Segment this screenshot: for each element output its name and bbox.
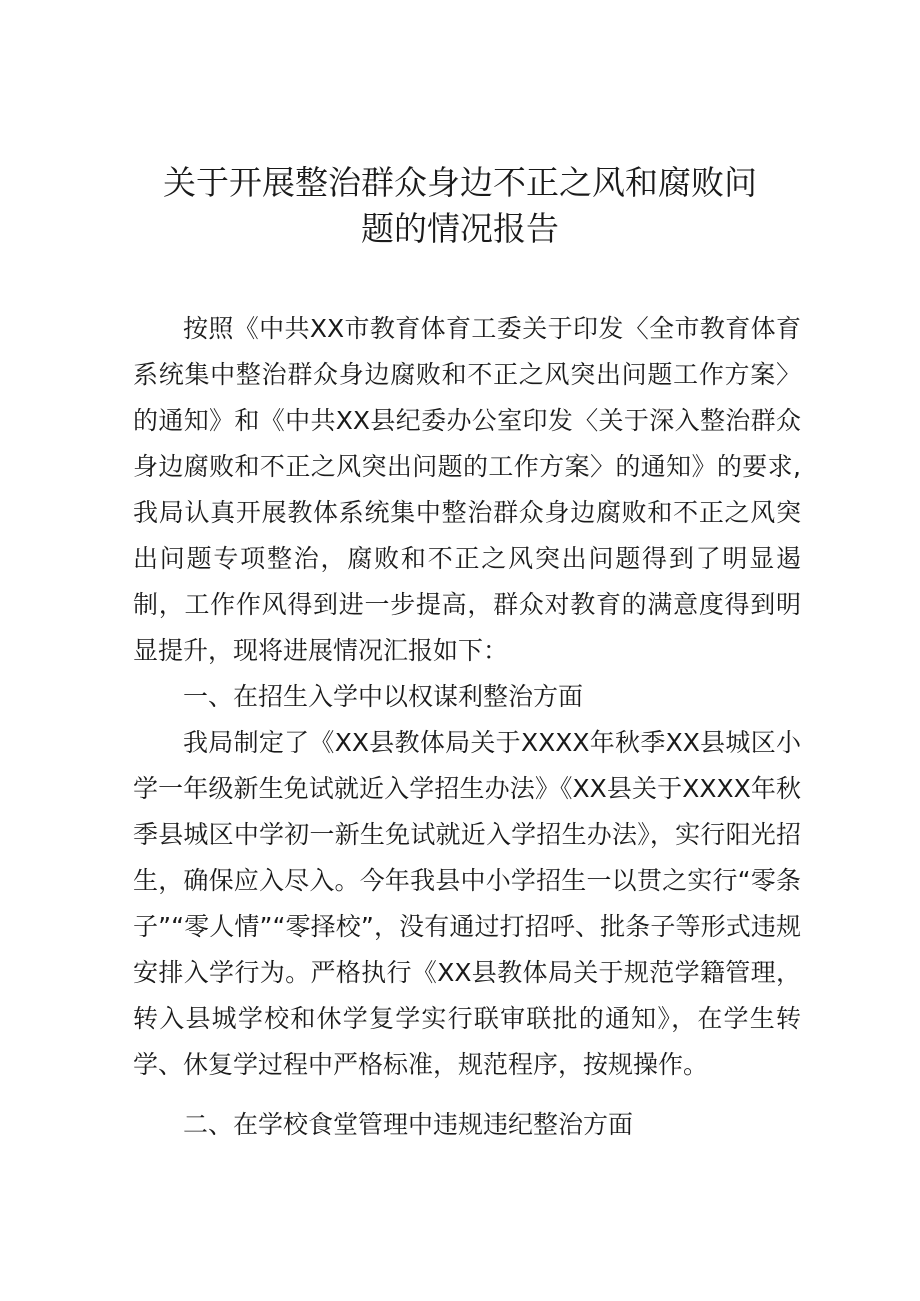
section-heading-1: 一、在招生入学中以权谋利整治方面	[183, 682, 584, 711]
section-1-paragraph: 我局制定了《XX县教体局关于XXXX年秋季XX县城区小学一年级新生免试就近入学招生办法》《XX县关于XXXX年秋季县城区中学初一新生免试就近入学招生办法》，实行阳光招生，确保应入尽入。今年我县中小学招生一以贯之实行“零条子”“零人情”“零择校”，没有通过打招呼、批条子等形式违规安排入学行为。严格执行《XX县教体局关于规范学籍管理，转入县城学校和休学复学实行联审联批的通知》，在学生转学、休复学过程中严格标准，规范程序，按规操作。	[133, 728, 801, 1079]
title-line-2: 题的情况报告	[361, 209, 559, 248]
document-title	[130, 160, 790, 252]
section-heading-2: 二、在学校食堂管理中违规违纪整治方面	[183, 1110, 634, 1139]
document-body	[133, 306, 801, 1148]
intro-paragraph: 按照《中共XX市教育体育工委关于印发〈全市教育体育系统集中整治群众身边腐败和不正之风突出问题工作方案〉的通知》和《中共XX县纪委办公室印发〈关于深入整治群众身边腐败和不正之风突出问题的工作方案〉的通知》的要求,我局认真开展教体系统集中整治群众身边腐败和不正之风突出问题专项整治，腐败和不正之风突出问题得到了明显遏制，工作作风得到进一步提高，群众对教育的满意度得到明显提升，现将进展情况汇报如下：	[133, 314, 801, 665]
title-line-1: 关于开展整治群众身边不正之风和腐败问	[163, 163, 757, 202]
